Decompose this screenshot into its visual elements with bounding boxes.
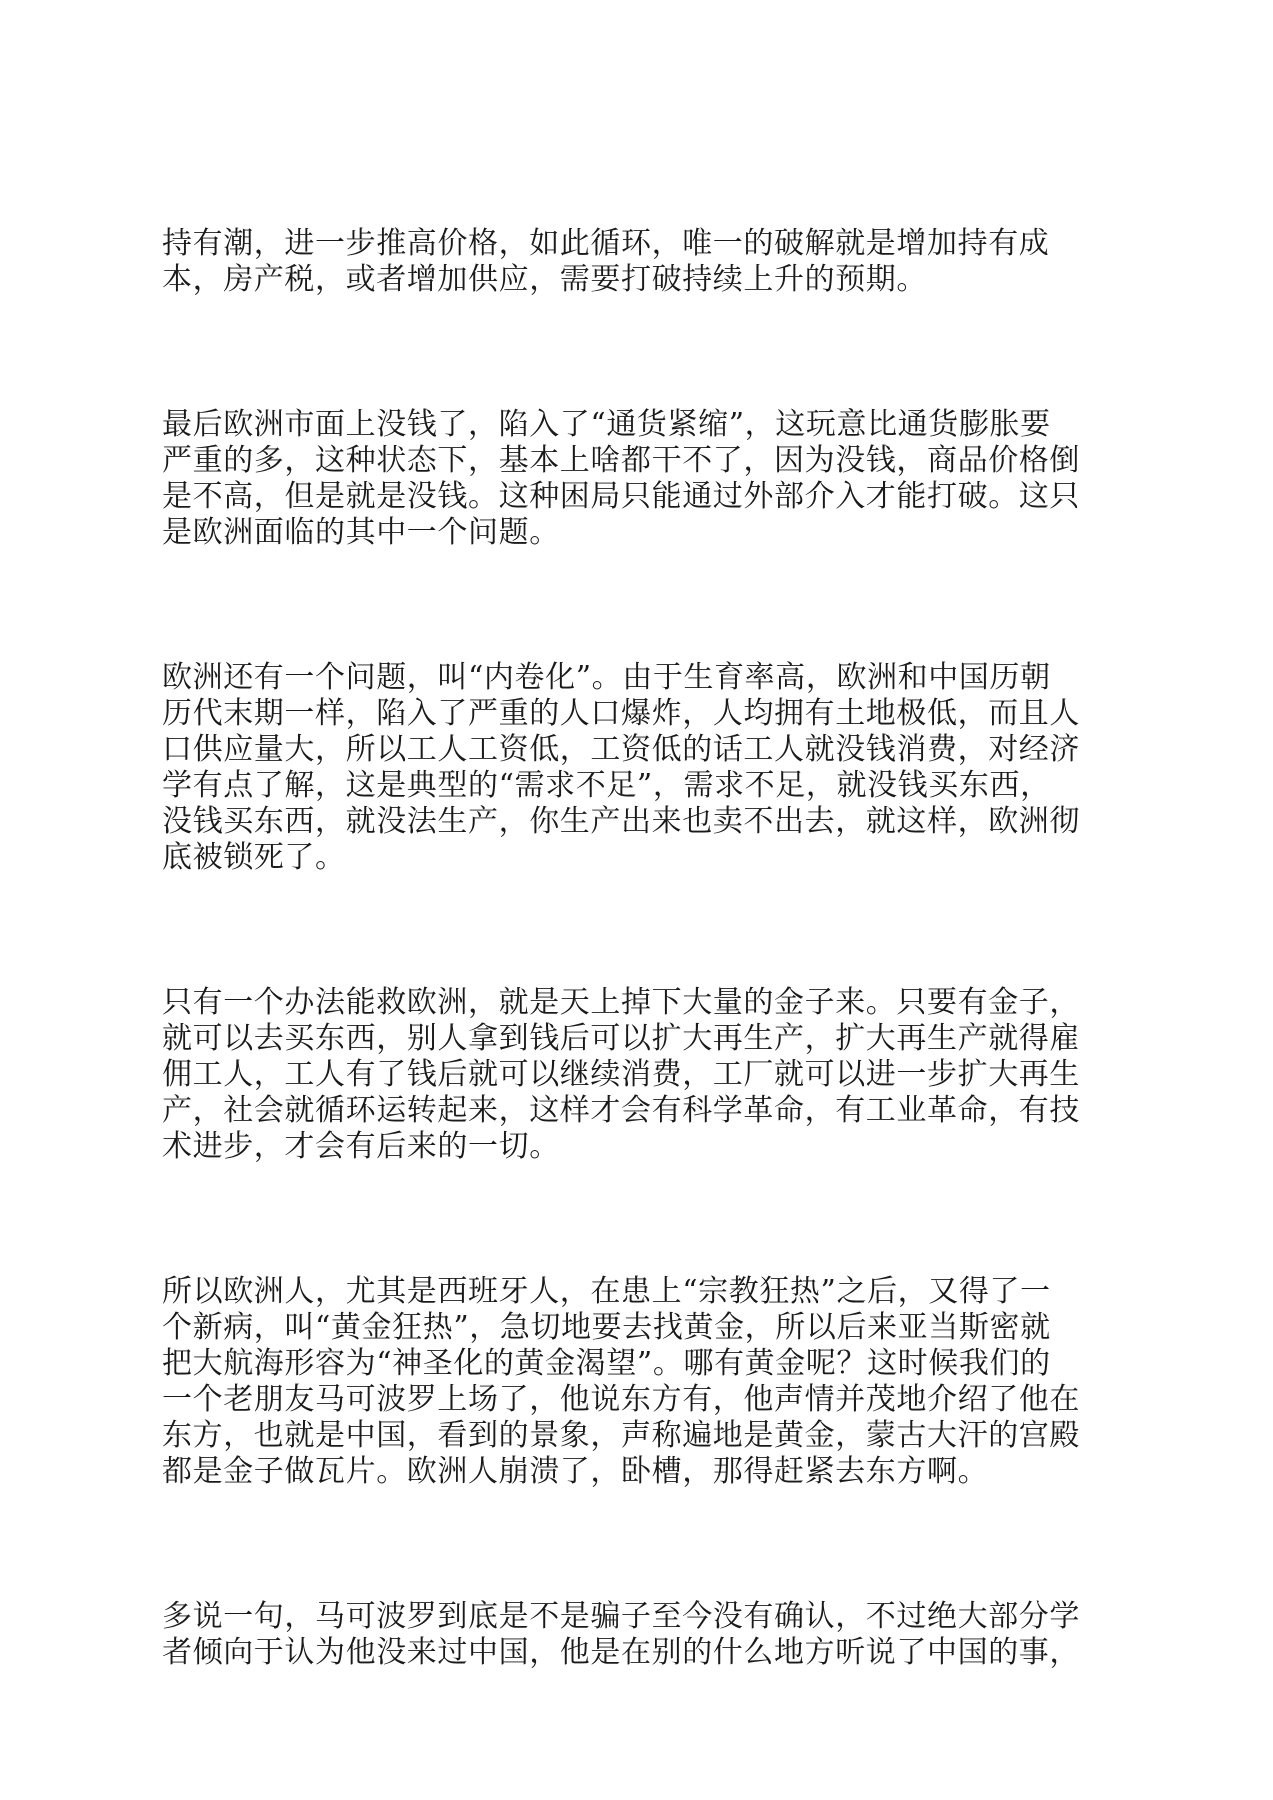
text-line: 最后欧洲市面上没钱了，陷入了“通货紧缩”，这玩意比通货膨胀要 xyxy=(162,407,1051,442)
text-line: 就可以去买东西，别人拿到钱后可以扩大再生产，扩大再生产就得雇 xyxy=(162,1021,1080,1056)
text-line: 没钱买东西，就没法生产，你生产出来也卖不出去，就这样，欧洲彻 xyxy=(162,804,1080,839)
text-line: 欧洲还有一个问题，叫“内卷化”。由于生育率高，欧洲和中国历朝 xyxy=(162,660,1051,695)
text-line: 个新病，叫“黄金狂热”，急切地要去找黄金，所以后来亚当斯密就 xyxy=(162,1310,1051,1345)
paragraph-property-tax xyxy=(162,226,1122,298)
text-line: 所以欧洲人，尤其是西班牙人，在患上“宗教狂热”之后，又得了一 xyxy=(162,1274,1051,1309)
text-line: 多说一句，马可波罗到底是不是骗子至今没有确认，不过绝大部分学 xyxy=(162,1599,1080,1634)
text-line: 都是金子做瓦片。欧洲人崩溃了，卧槽，那得赶紧去东方啊。 xyxy=(162,1454,989,1489)
text-line: 只有一个办法能救欧洲，就是天上掉下大量的金子来。只要有金子， xyxy=(162,985,1080,1020)
text-line: 者倾向于认为他没来过中国，他是在别的什么地方听说了中国的事， xyxy=(162,1635,1080,1670)
text-line: 是不高，但是就是没钱。这种困局只能通过外部介入才能打破。这只 xyxy=(162,479,1080,514)
text-line: 底被锁死了。 xyxy=(162,840,346,875)
text-line: 把大航海形容为“神圣化的黄金渴望”。哪有黄金呢？这时候我们的 xyxy=(162,1346,1051,1381)
text-line: 本，房产税，或者增加供应，需要打破持续上升的预期。 xyxy=(162,262,927,297)
text-line: 术进步，才会有后来的一切。 xyxy=(162,1129,560,1164)
text-line: 口供应量大，所以工人工资低，工资低的话工人就没钱消费，对经济 xyxy=(162,732,1080,767)
text-line: 东方，也就是中国，看到的景象，声称遍地是黄金，蒙古大汗的宫殿 xyxy=(162,1418,1080,1453)
text-line: 一个老朋友马可波罗上场了，他说东方有，他声情并茂地介绍了他在 xyxy=(162,1382,1080,1417)
text-line: 严重的多，这种状态下，基本上啥都干不了，因为没钱，商品价格倒 xyxy=(162,443,1080,478)
text-line: 学有点了解，这是典型的“需求不足”，需求不足，就没钱买东西， xyxy=(162,768,1051,803)
paragraph-gold-fever xyxy=(162,1274,1122,1490)
paragraph-marco-polo xyxy=(162,1599,1122,1671)
paragraph-involution xyxy=(162,660,1122,876)
text-line: 产，社会就循环运转起来，这样才会有科学革命，有工业革命，有技 xyxy=(162,1093,1080,1128)
text-line: 历代末期一样，陷入了严重的人口爆炸，人均拥有土地极低，而且人 xyxy=(162,696,1080,731)
paragraph-deflation xyxy=(162,407,1122,551)
text-line: 佣工人，工人有了钱后就可以继续消费，工厂就可以进一步扩大再生 xyxy=(162,1057,1080,1092)
text-line: 持有潮，进一步推高价格，如此循环，唯一的破解就是增加持有成 xyxy=(162,226,1050,261)
paragraph-gold-solution xyxy=(162,985,1122,1165)
text-line: 是欧洲面临的其中一个问题。 xyxy=(162,515,560,550)
document-body xyxy=(162,226,1122,1780)
